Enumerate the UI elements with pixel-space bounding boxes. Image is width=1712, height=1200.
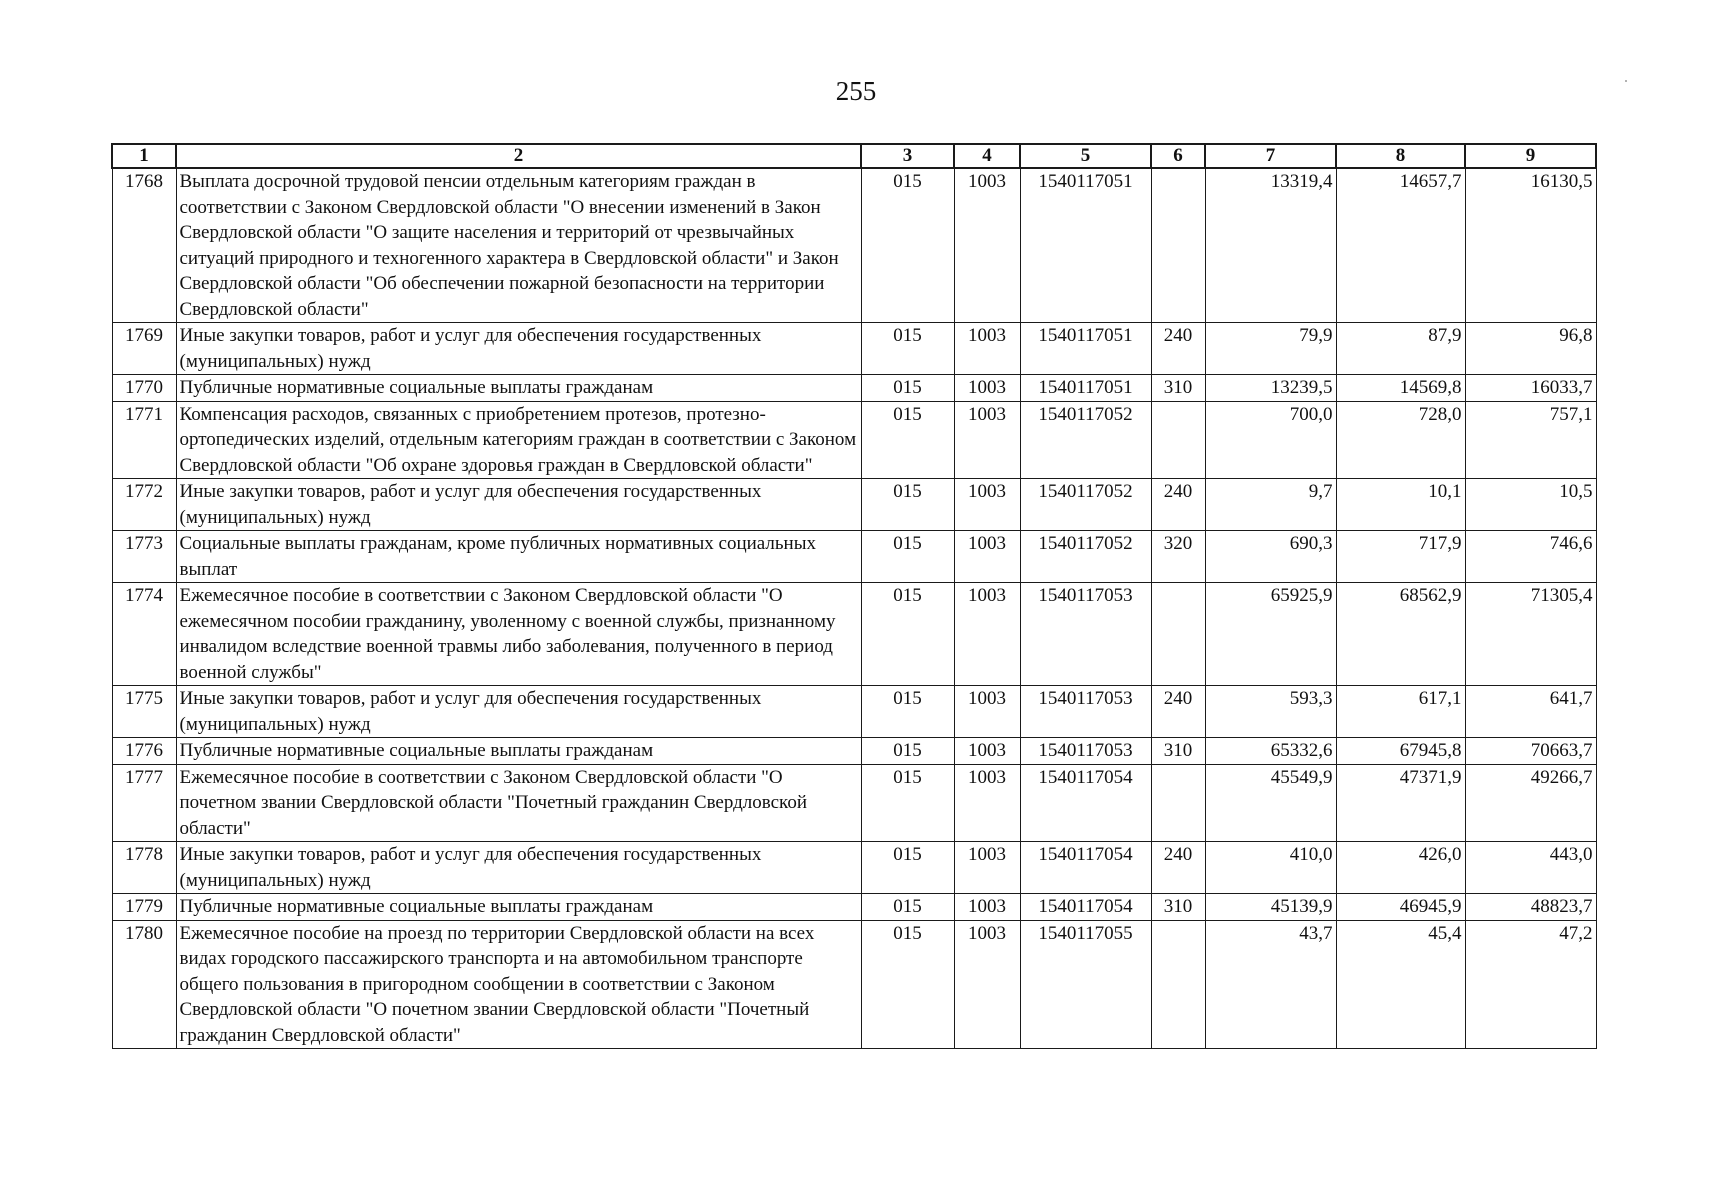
row-col-7: 593,3: [1205, 686, 1336, 738]
row-col-4: 1003: [954, 375, 1020, 402]
row-description: Иные закупки товаров, работ и услуг для обеспечения государственных (муниципальных) нужд: [176, 323, 861, 375]
row-col-6: 240: [1151, 479, 1205, 531]
row-col-7: 13239,5: [1205, 375, 1336, 402]
column-header-4: 4: [954, 144, 1020, 168]
row-col-7: 65925,9: [1205, 583, 1336, 686]
row-description: Иные закупки товаров, работ и услуг для обеспечения государственных (муниципальных) нужд: [176, 479, 861, 531]
row-col-5: 1540117054: [1020, 842, 1151, 894]
row-col-4: 1003: [954, 686, 1020, 738]
row-col-9: 641,7: [1465, 686, 1596, 738]
row-col-4: 1003: [954, 531, 1020, 583]
row-col-9: 49266,7: [1465, 764, 1596, 842]
row-col-6: [1151, 764, 1205, 842]
row-col-6: 240: [1151, 323, 1205, 375]
row-col-4: 1003: [954, 583, 1020, 686]
table-row: [112, 401, 1596, 479]
table-row: [112, 894, 1596, 921]
column-header-8: 8: [1336, 144, 1465, 168]
row-col-8: 47371,9: [1336, 764, 1465, 842]
row-col-6: 240: [1151, 842, 1205, 894]
column-header-6: 6: [1151, 144, 1205, 168]
row-description: Выплата досрочной трудовой пенсии отдельным категориям граждан в соответствии с Законом Свердловской области "О внесении изменений в Закон Свердловской области "О защите населения и территорий от чрезвычайных ситуаций природного и техногенного характера в Свердловской области" и Закон Свердловской области "Об обеспечении пожарной безопасности на территории Свердловской области": [176, 168, 861, 323]
row-col-7: 43,7: [1205, 920, 1336, 1049]
row-col-5: 1540117053: [1020, 686, 1151, 738]
page-number: 255: [835, 76, 877, 106]
row-col-9: 16033,7: [1465, 375, 1596, 402]
row-col-4: 1003: [954, 764, 1020, 842]
row-col-6: 310: [1151, 894, 1205, 921]
row-col-5: 1540117052: [1020, 531, 1151, 583]
row-description: Ежемесячное пособие в соответствии с Законом Свердловской области "О почетном звании Свердловской области "Почетный гражданин Свердловской области": [176, 764, 861, 842]
row-col-4: 1003: [954, 479, 1020, 531]
row-col-8: 68562,9: [1336, 583, 1465, 686]
row-col-8: 46945,9: [1336, 894, 1465, 921]
row-col-6: 310: [1151, 375, 1205, 402]
row-col-8: 717,9: [1336, 531, 1465, 583]
row-col-9: 48823,7: [1465, 894, 1596, 921]
row-col-4: 1003: [954, 894, 1020, 921]
row-col-9: 47,2: [1465, 920, 1596, 1049]
row-col-4: 1003: [954, 323, 1020, 375]
row-col-9: 71305,4: [1465, 583, 1596, 686]
row-number: 1772: [112, 479, 176, 531]
row-col-3: 015: [861, 764, 954, 842]
row-col-6: [1151, 920, 1205, 1049]
row-col-9: 746,6: [1465, 531, 1596, 583]
row-number: 1770: [112, 375, 176, 402]
table-row: [112, 375, 1596, 402]
row-col-6: [1151, 168, 1205, 323]
row-number: 1773: [112, 531, 176, 583]
row-col-6: 310: [1151, 738, 1205, 765]
row-col-3: 015: [861, 375, 954, 402]
row-col-3: 015: [861, 920, 954, 1049]
row-col-8: 10,1: [1336, 479, 1465, 531]
table-row: [112, 168, 1596, 323]
header-row: [112, 144, 1596, 168]
row-col-5: 1540117055: [1020, 920, 1151, 1049]
row-col-8: 45,4: [1336, 920, 1465, 1049]
row-col-9: 757,1: [1465, 401, 1596, 479]
row-col-8: 67945,8: [1336, 738, 1465, 765]
row-col-3: 015: [861, 894, 954, 921]
row-col-6: 320: [1151, 531, 1205, 583]
table-row: [112, 764, 1596, 842]
row-col-7: 700,0: [1205, 401, 1336, 479]
row-description: Иные закупки товаров, работ и услуг для обеспечения государственных (муниципальных) нужд: [176, 842, 861, 894]
row-description: Публичные нормативные социальные выплаты гражданам: [176, 375, 861, 402]
row-col-4: 1003: [954, 920, 1020, 1049]
table-row: [112, 531, 1596, 583]
row-col-7: 690,3: [1205, 531, 1336, 583]
row-col-4: 1003: [954, 168, 1020, 323]
row-col-9: 16130,5: [1465, 168, 1596, 323]
column-header-2: 2: [176, 144, 861, 168]
row-col-3: 015: [861, 583, 954, 686]
row-col-8: 14569,8: [1336, 375, 1465, 402]
column-header-5: 5: [1020, 144, 1151, 168]
row-col-3: 015: [861, 479, 954, 531]
table-row: [112, 686, 1596, 738]
row-col-6: [1151, 401, 1205, 479]
column-header-9: 9: [1465, 144, 1596, 168]
row-col-4: 1003: [954, 842, 1020, 894]
row-col-7: 45139,9: [1205, 894, 1336, 921]
row-col-7: 13319,4: [1205, 168, 1336, 323]
row-col-3: 015: [861, 531, 954, 583]
row-number: 1779: [112, 894, 176, 921]
table-row: [112, 479, 1596, 531]
row-number: 1769: [112, 323, 176, 375]
row-col-3: 015: [861, 323, 954, 375]
table-row: [112, 323, 1596, 375]
scan-speck: [1625, 80, 1627, 82]
row-col-5: 1540117051: [1020, 323, 1151, 375]
row-col-9: 96,8: [1465, 323, 1596, 375]
row-col-7: 65332,6: [1205, 738, 1336, 765]
row-col-7: 410,0: [1205, 842, 1336, 894]
table-row: [112, 738, 1596, 765]
row-description: Публичные нормативные социальные выплаты гражданам: [176, 894, 861, 921]
column-header-7: 7: [1205, 144, 1336, 168]
row-col-8: 14657,7: [1336, 168, 1465, 323]
row-col-5: 1540117053: [1020, 738, 1151, 765]
row-col-6: 240: [1151, 686, 1205, 738]
row-col-4: 1003: [954, 401, 1020, 479]
column-header-1: 1: [112, 144, 176, 168]
row-col-9: 70663,7: [1465, 738, 1596, 765]
row-col-3: 015: [861, 738, 954, 765]
row-col-8: 728,0: [1336, 401, 1465, 479]
row-col-6: [1151, 583, 1205, 686]
row-col-3: 015: [861, 401, 954, 479]
table-body: [112, 168, 1596, 1049]
row-col-4: 1003: [954, 738, 1020, 765]
row-description: Социальные выплаты гражданам, кроме публичных нормативных социальных выплат: [176, 531, 861, 583]
row-number: 1778: [112, 842, 176, 894]
row-col-9: 443,0: [1465, 842, 1596, 894]
row-col-5: 1540117053: [1020, 583, 1151, 686]
table-row: [112, 920, 1596, 1049]
row-description: Иные закупки товаров, работ и услуг для обеспечения государственных (муниципальных) нужд: [176, 686, 861, 738]
budget-table: [111, 143, 1597, 1049]
row-number: 1776: [112, 738, 176, 765]
row-number: 1775: [112, 686, 176, 738]
row-col-5: 1540117051: [1020, 168, 1151, 323]
row-col-3: 015: [861, 842, 954, 894]
row-description: Ежемесячное пособие в соответствии с Законом Свердловской области "О ежемесячном пособии гражданину, уволенному с военной службы, признанному инвалидом вследствие военной травмы либо заболевания, полученного в период военной службы": [176, 583, 861, 686]
row-number: 1768: [112, 168, 176, 323]
row-col-8: 426,0: [1336, 842, 1465, 894]
row-col-8: 617,1: [1336, 686, 1465, 738]
row-col-5: 1540117054: [1020, 764, 1151, 842]
row-col-5: 1540117052: [1020, 401, 1151, 479]
row-col-7: 45549,9: [1205, 764, 1336, 842]
row-description: Публичные нормативные социальные выплаты гражданам: [176, 738, 861, 765]
table-row: [112, 842, 1596, 894]
row-col-5: 1540117054: [1020, 894, 1151, 921]
row-number: 1780: [112, 920, 176, 1049]
row-col-7: 79,9: [1205, 323, 1336, 375]
row-col-5: 1540117051: [1020, 375, 1151, 402]
row-description: Компенсация расходов, связанных с приобретением протезов, протезно-ортопедических изделий, отдельным категориям граждан в соответствии с Законом Свердловской области "Об охране здоровья граждан в Свердловской области": [176, 401, 861, 479]
row-number: 1771: [112, 401, 176, 479]
row-number: 1774: [112, 583, 176, 686]
row-number: 1777: [112, 764, 176, 842]
row-col-5: 1540117052: [1020, 479, 1151, 531]
row-description: Ежемесячное пособие на проезд по территории Свердловской области на всех видах городского пассажирского транспорта и на автомобильном транспорте общего пользования в пригородном сообщении в соответствии с Законом Свердловской области "О почетном звании Свердловской области "Почетный гражданин Свердловской области": [176, 920, 861, 1049]
row-col-9: 10,5: [1465, 479, 1596, 531]
row-col-3: 015: [861, 168, 954, 323]
row-col-3: 015: [861, 686, 954, 738]
row-col-8: 87,9: [1336, 323, 1465, 375]
column-header-3: 3: [861, 144, 954, 168]
table-row: [112, 583, 1596, 686]
row-col-7: 9,7: [1205, 479, 1336, 531]
